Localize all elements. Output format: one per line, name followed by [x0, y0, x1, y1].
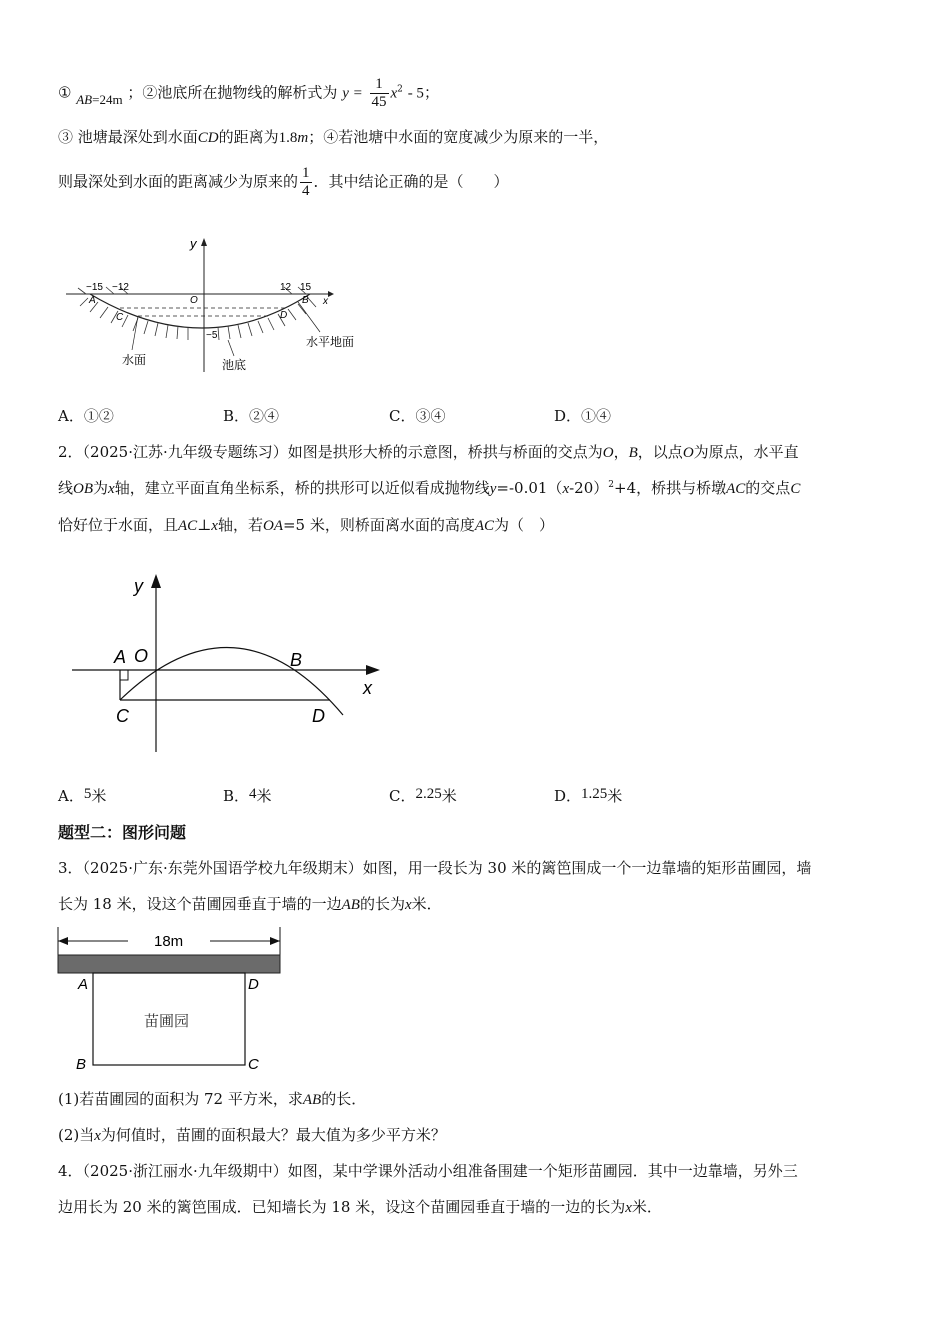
q1-statement-line-2 — [58, 126, 608, 147]
q2-text: =5 米，则桥面离水面的高度 — [282, 516, 475, 534]
option-c[interactable]: C．③④ — [389, 407, 446, 425]
origin-o: O — [134, 646, 149, 666]
ground-leader — [298, 302, 320, 332]
point-c: C — [116, 706, 129, 726]
point-d: D — [312, 706, 325, 726]
q3-sub1 — [58, 1088, 366, 1109]
water-leader — [132, 316, 138, 350]
tick-neg15: −15 — [86, 282, 103, 293]
statement-3-text: ③ 池塘最深处到水面 — [58, 128, 198, 146]
dimension-arrow-left — [58, 937, 68, 945]
section-heading: 题型二：图形问题 — [58, 823, 187, 842]
fraction-denominator: 45 — [371, 94, 387, 110]
q3-text: (2)当 — [58, 1126, 95, 1144]
q3-text: 米． — [411, 895, 442, 913]
q2-text: -20） — [569, 479, 609, 497]
option-unit: 米 — [607, 787, 623, 805]
q4-text: 边用长为 20 米的篱笆围成．已知墙长为 18 米，设这个苗圃园垂直于墙的一边的长为 — [58, 1198, 626, 1216]
x-label: x — [323, 296, 328, 307]
ac-label: AC — [178, 518, 198, 534]
point-c: C — [248, 1056, 259, 1073]
x-variable: x — [390, 85, 398, 102]
x-label: x — [363, 678, 372, 698]
q2-text-b: ，以点 — [637, 443, 683, 461]
q3-line-1: 3．（2025·广东·东莞外国语学校九年级期末）如图，用一段长为 30 米的篱笆围成一个一边靠墙的矩形苗圃园，墙 — [58, 859, 812, 877]
q4-text: 米． — [631, 1198, 662, 1216]
q2-text: 为 — [93, 479, 109, 497]
x-var: x — [108, 481, 115, 497]
point-a: A — [89, 295, 96, 306]
ab-label: AB — [341, 897, 360, 913]
right-angle-mark — [120, 670, 128, 680]
water-label: 水面 — [122, 353, 147, 367]
q2-text: 恰好位于水面，且 — [58, 516, 179, 534]
fraction-numerator: 1 — [370, 76, 389, 94]
point-o: O — [682, 445, 694, 461]
option-a[interactable] — [58, 785, 106, 806]
dimension-arrow-right — [270, 937, 280, 945]
option-label: A． — [58, 787, 84, 805]
garden-figure — [56, 925, 286, 1075]
point-o: O — [602, 445, 614, 461]
q2-text: 的交点 — [745, 479, 791, 497]
option-value: 2.25 — [415, 786, 442, 802]
perp-symbol: ⊥ — [197, 516, 212, 534]
statement-3-value: 1.8 — [278, 130, 298, 146]
q2-line-1 — [58, 441, 799, 462]
exponent-2: 2 — [397, 84, 403, 95]
exponent-2: 2 — [608, 480, 614, 490]
wall — [58, 955, 280, 973]
semicolon-2: ； — [423, 83, 439, 102]
comma: ， — [613, 443, 629, 461]
option-label: C． — [389, 787, 416, 805]
statement-4-text: ；④若池塘中水面的宽度减少为原来的一半， — [308, 128, 609, 146]
pond-bottom-label: 池底 — [222, 358, 247, 372]
pond-figure — [58, 232, 368, 377]
circle-1: ① — [58, 83, 72, 102]
fraction-numerator: 1 — [302, 165, 310, 181]
y-var: y — [489, 481, 497, 497]
q3-sub2 — [58, 1124, 446, 1145]
q2-line-2 — [58, 477, 800, 498]
fraction-1-45 — [370, 76, 389, 111]
statement-4-text-b: 则最深处到水面的距离减少为原来的 — [58, 172, 299, 191]
point-a: A — [114, 647, 127, 667]
statement-2-text: ②池底所在抛物线的解析式为 — [142, 83, 338, 102]
option-unit: 米 — [91, 787, 107, 805]
point-c: C — [790, 481, 801, 497]
statement-3-text-b: 的距离为 — [218, 128, 279, 146]
y-equals: y = — [342, 85, 363, 102]
x-var: x — [625, 1200, 632, 1216]
q2-text: 轴，若 — [217, 516, 263, 534]
arch-parabola — [120, 648, 343, 715]
option-d[interactable] — [554, 785, 622, 806]
cd-label: CD — [197, 130, 219, 146]
fraction-denominator: 4 — [302, 183, 310, 199]
ab-label: AB — [76, 91, 93, 107]
q2-text: =-0.01（ — [496, 479, 563, 497]
q4-line-1: 4．（2025·浙江丽水·九年级期中）如图，某中学课外活动小组准备围建一个矩形苗圃园．其中一边靠墙，另外三 — [58, 1162, 798, 1180]
q3-text: 的长为 — [359, 895, 405, 913]
q2-text: 为（ ） — [494, 516, 555, 534]
option-value: 1.25 — [581, 786, 608, 802]
minus-five: - 5 — [407, 85, 424, 102]
ob-label: OB — [73, 481, 94, 497]
garden-label: 苗圃园 — [144, 1013, 190, 1030]
x-var: x — [404, 897, 412, 913]
point-c: C — [116, 312, 124, 323]
q3-text: (1)若苗圃园的面积为 72 平方米，求 — [58, 1090, 303, 1108]
y-label: y — [134, 576, 143, 596]
semicolon: ； — [127, 83, 143, 102]
ground-label: 水平地面 — [306, 335, 355, 349]
ac-label: AC — [474, 518, 495, 534]
tick-12: 12 — [280, 282, 292, 293]
q2-text-c: 为原点，水平直 — [693, 443, 799, 461]
q3-text: 长为 18 米，设这个苗圃园垂直于墙的一边 — [58, 895, 342, 913]
point-a: A — [78, 976, 89, 993]
point-d: D — [280, 310, 288, 321]
x-axis-arrow — [366, 665, 380, 675]
ac-label: AC — [726, 481, 746, 497]
q3-text: 为何值时，苗圃的面积最大？最大值为多少平方米？ — [100, 1126, 446, 1144]
y-axis-arrow — [201, 238, 207, 246]
x-axis-arrow — [328, 291, 334, 297]
x-var: x — [94, 1128, 101, 1144]
x-var: x — [562, 481, 570, 497]
q1-statement-line-1 — [58, 76, 439, 111]
q2-text: 线 — [58, 479, 74, 497]
q4-line-2 — [58, 1196, 662, 1217]
point-b: B — [628, 445, 638, 461]
tick-neg12: −12 — [112, 282, 129, 293]
wall-length-label: 18m — [154, 933, 184, 950]
point-d: D — [248, 976, 259, 993]
option-value: 5 — [83, 786, 92, 802]
option-b[interactable]: B．②④ — [223, 407, 280, 425]
q2-text: 2．（2025·江苏·九年级专题练习）如图是拱形大桥的示意图，桥拱与桥面的交点为 — [58, 443, 603, 461]
option-label: D． — [554, 787, 582, 805]
q2-line-3 — [58, 514, 554, 535]
q3-line-2 — [58, 893, 442, 914]
ab-value: =24 — [92, 91, 113, 107]
question-prompt: ．其中结论正确的是（ ） — [313, 172, 509, 191]
q1-statement-line-3 — [58, 165, 509, 200]
ab-unit: m — [112, 91, 123, 107]
point-b: B — [76, 1056, 87, 1073]
y-axis-arrow — [151, 574, 161, 588]
x-var: x — [211, 518, 218, 534]
option-unit: 米 — [441, 787, 457, 805]
option-b[interactable] — [223, 785, 272, 806]
point-b: B — [290, 650, 303, 670]
option-label: B． — [223, 787, 250, 805]
oa-label: OA — [262, 518, 283, 534]
tick-neg5: −5 — [206, 330, 218, 341]
origin-o: O — [190, 295, 198, 306]
q2-text: 轴，建立平面直角坐标系，桥的拱形可以近似看成抛物线 — [114, 479, 490, 497]
bridge-figure — [68, 570, 388, 755]
q3-text: 的长． — [321, 1090, 367, 1108]
point-b: B — [302, 295, 309, 306]
fraction-1-4 — [300, 165, 312, 200]
option-value: 4 — [249, 786, 257, 802]
option-d[interactable]: D．①④ — [554, 407, 612, 425]
q2-text: +4，桥拱与桥墩 — [614, 479, 727, 497]
tick-15: 15 — [300, 282, 312, 293]
option-unit: 米 — [256, 787, 272, 805]
ab-label: AB — [302, 1092, 322, 1108]
option-c[interactable] — [389, 785, 457, 806]
y-label: y — [190, 236, 197, 251]
option-a[interactable]: A．①② — [58, 407, 114, 425]
statement-3-unit: m — [297, 130, 309, 146]
bottom-leader — [228, 340, 234, 356]
